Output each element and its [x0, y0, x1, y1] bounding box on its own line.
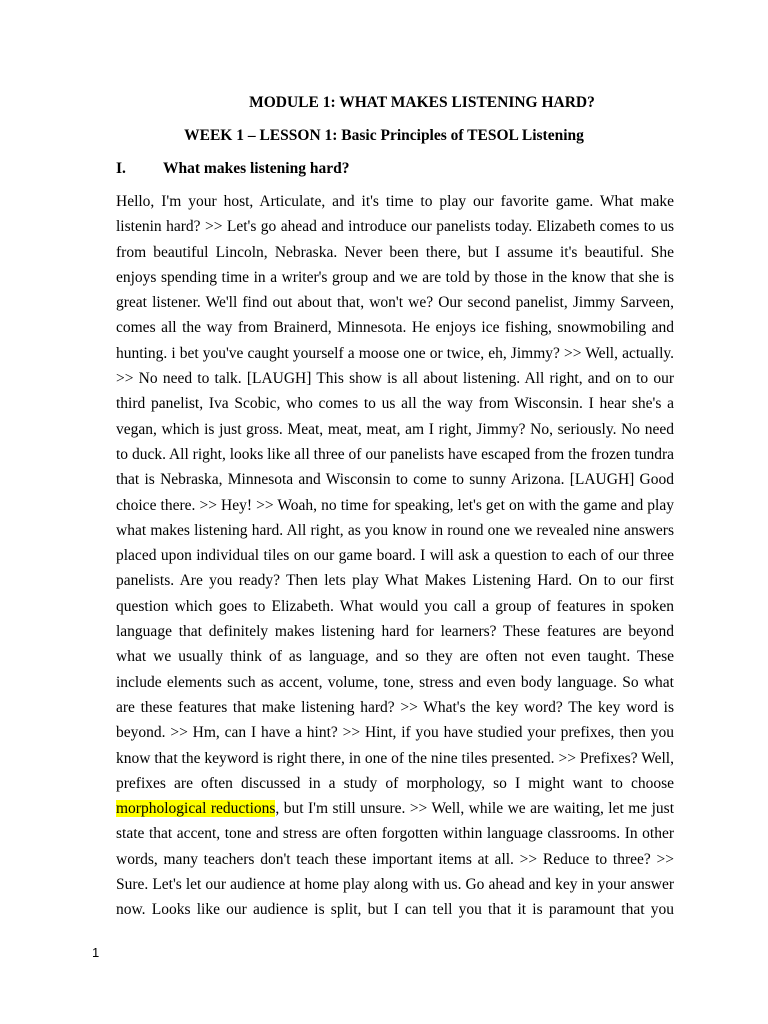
body-line: choice there. >> Hey! >> Woah, no time for speaking, let's get on with the game and play: [116, 496, 674, 514]
body-line: enjoys spending time in a writer's group and we are told by those in the know that she is: [116, 268, 674, 286]
body-line: words, many teachers don't teach these important items at all. >> Reduce to three? >>: [116, 850, 674, 868]
module-title: MODULE 1: WHAT MAKES LISTENING HARD?: [249, 94, 595, 111]
body-line: language that definitely makes listening hard for learners? These features are beyond: [116, 623, 674, 641]
body-line: what makes listening hard. All right, as you know in round one we revealed nine answers: [116, 521, 674, 539]
section-heading-text: What makes listening hard?: [163, 160, 350, 177]
body-line: prefixes are often discussed in a study of morphology, so I might want to choose: [116, 774, 674, 792]
section-heading: [116, 159, 676, 179]
body-line-highlighted: [116, 796, 674, 821]
body-line: placed upon individual tiles on our game board. I will ask a question to each of our three: [116, 547, 674, 565]
body-line: beyond. >> Hm, can I have a hint? >> Hint, if you have studied your prefixes, then you: [116, 724, 674, 742]
body-text: [116, 189, 674, 923]
body-line: question which goes to Elizabeth. What would you call a group of features in spoken: [116, 597, 674, 615]
body-line: comes all the way from Brainerd, Minnesota. He enjoys ice fishing, snowmobiling and: [116, 319, 674, 337]
body-line: Hello, I'm your host, Articulate, and it's time to play our favorite game. What make: [116, 193, 674, 210]
highlight-line-rest: , but I'm still unsure. >> Well, while we are waiting, let me just: [275, 800, 674, 818]
body-line: listenin hard? >> Let's go ahead and introduce our panelists today. Elizabeth comes to us: [116, 218, 674, 236]
body-line: now. Looks like our audience is split, but I can tell you that it is paramount that you: [116, 901, 674, 919]
body-line: >> No need to talk. [LAUGH] This show is all about listening. All right, and on to our: [116, 370, 674, 388]
lesson-title: WEEK 1 – LESSON 1: Basic Principles of TESOL Listening: [184, 127, 584, 144]
body-line: panelists. Are you ready? Then lets play What Makes Listening Hard. On to our first: [116, 572, 674, 590]
body-line: great listener. We'll find out about that, won't we? Our second panelist, Jimmy Sarveen,: [116, 294, 674, 312]
body-line: what we usually think of as language, and so they are often not even taught. These: [116, 648, 674, 666]
body-line: know that the keyword is right there, in one of the nine tiles presented. >> Prefixes? Well,: [116, 749, 674, 767]
body-line: to duck. All right, looks like all three of our panelists have escaped from the frozen tundra: [116, 445, 674, 463]
body-line: state that accent, tone and stress are often forgotten within language classrooms. In other: [116, 825, 674, 843]
body-line: third panelist, Iva Scobic, who comes to us all the way from Wisconsin. I hear she's a: [116, 395, 674, 413]
body-line: are these features that make listening hard? >> What's the key word? The key word is: [116, 698, 674, 716]
body-line: include elements such as accent, volume, tone, stress and even body language. So what: [116, 673, 674, 691]
body-line: that is Nebraska, Minnesota and Wisconsin to come to sunny Arizona. [LAUGH] Good: [116, 471, 674, 489]
body-line: hunting. i bet you've caught yourself a moose one or twice, eh, Jimmy? >> Well, actually.: [116, 344, 674, 362]
body-line: from beautiful Lincoln, Nebraska. Never been there, but I assume it's beautiful. She: [116, 243, 674, 261]
body-line: Sure. Let's let our audience at home play along with us. Go ahead and key in your answer: [116, 876, 674, 894]
body-line: vegan, which is just gross. Meat, meat, meat, am I right, Jimmy? No, seriously. No need: [116, 420, 674, 438]
page-number: 1: [92, 945, 100, 960]
highlighted-text: morphological reductions: [116, 800, 276, 818]
section-number: I.: [116, 160, 126, 177]
